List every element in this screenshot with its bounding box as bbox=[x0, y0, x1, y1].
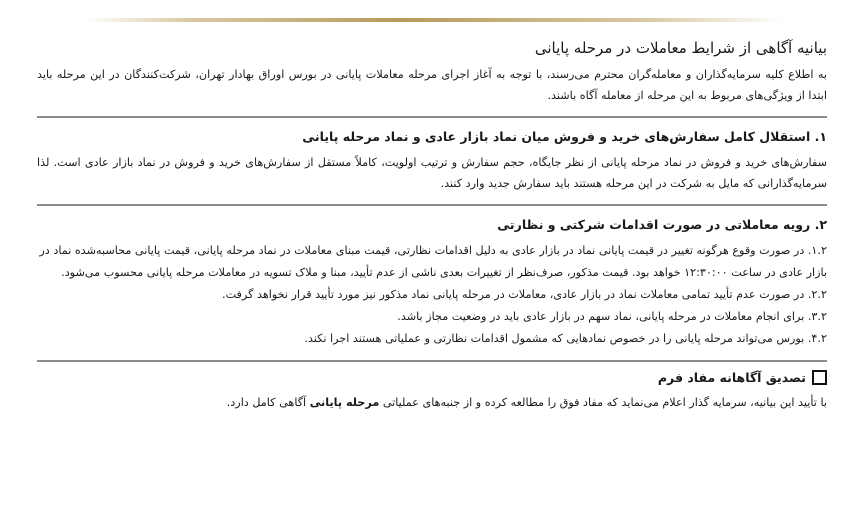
section-2-title: ۲. رویه معاملاتی در صورت اقدامات شرکتی و نظارتی bbox=[497, 217, 827, 232]
notice-content bbox=[37, 38, 827, 413]
confirmation-text bbox=[37, 393, 827, 413]
notice-title: بیانیه آگاهی از شرایط معاملات در مرحله پایانی bbox=[534, 39, 827, 57]
section-1-body: سفارش‌های خرید و فروش در نماد مرحله پایانی از نظر جایگاه، حجم سفارش و ترتیب اولویت، کاملاً مستقل از سفارش‌های خرید و فروش در نماد بازار عادی است. لذا سرمایه‌گذارانی که مایل به شرکت در این مرحله هستند باید سفارش جدید وارد کنند. bbox=[37, 156, 827, 190]
section-2-item-1: ۱.۲. در صورت وقوع هرگونه تغییر در قیمت پایانی نماد در بازار عادی به دلیل اقدامات نظارتی، قیمت مبنای معاملات در نماد مرحله پایانی، قیمت پایانی محاسبه‌شده نماد در بازار عادی در ساعت ۱۲:۳۰:۰۰ خواهد بود. قیمت مذکور، صرف‌نظر از تغییرات بعدی ناشی از عدم تأیید، مبنا و ملاک تسویه در معاملات مرحله پایانی محسوب می‌شود. bbox=[39, 244, 827, 279]
section-2-item-2: ۲.۲. در صورت عدم تأیید تمامی معاملات نماد در بازار عادی، معاملات در مرحله پایانی نماد مذکور نیز مورد تأیید قرار نخواهد گرفت. bbox=[222, 288, 827, 301]
confirmation-text-emphasis: مرحله پایانی bbox=[309, 396, 380, 409]
confirmation-text-start: با تأیید این بیانیه، سرمایه گذار اعلام می‌نماید که مفاد فوق را مطالعه کرده و از جنبه‌های عملیاتی bbox=[382, 396, 827, 409]
section-divider bbox=[37, 204, 827, 206]
section-divider bbox=[37, 116, 827, 118]
notice-intro: به اطلاع کلیه سرمایه‌گذاران و معامله‌گران محترم می‌رسند، با توجه به آغاز اجرای مرحله معاملات پایانی در بورس اوراق بهادار تهران، شرکت‌کنندگان در این مرحله باید ابتدا از ویژگی‌های مربوط به این مرحله از معامله آگاه باشند. bbox=[37, 68, 827, 102]
confirmation-text-end: آگاهی کامل دارد. bbox=[226, 396, 307, 409]
section-2-item-3: ۳.۲. برای انجام معاملات در مرحله پایانی، نماد سهم در بازار عادی باید در وضعیت مجاز باشد. bbox=[397, 310, 827, 323]
decorative-top-rule bbox=[85, 18, 785, 22]
confirmation-label: تصدیق آگاهانه مفاد فرم bbox=[657, 370, 806, 385]
section-1-title: ۱. استقلال کامل سفارش‌های خرید و فروش میان نماد بازار عادی و نماد مرحله پایانی bbox=[302, 129, 827, 144]
section-divider bbox=[37, 360, 827, 362]
confirmation-row bbox=[37, 370, 827, 385]
confirmation-checkbox[interactable] bbox=[812, 370, 827, 385]
section-2-item-4: ۴.۲. بورس می‌تواند مرحله پایانی را در خصوص نمادهایی که مشمول اقدامات نظارتی و عملیاتی هستند اجرا نکند. bbox=[304, 332, 827, 345]
